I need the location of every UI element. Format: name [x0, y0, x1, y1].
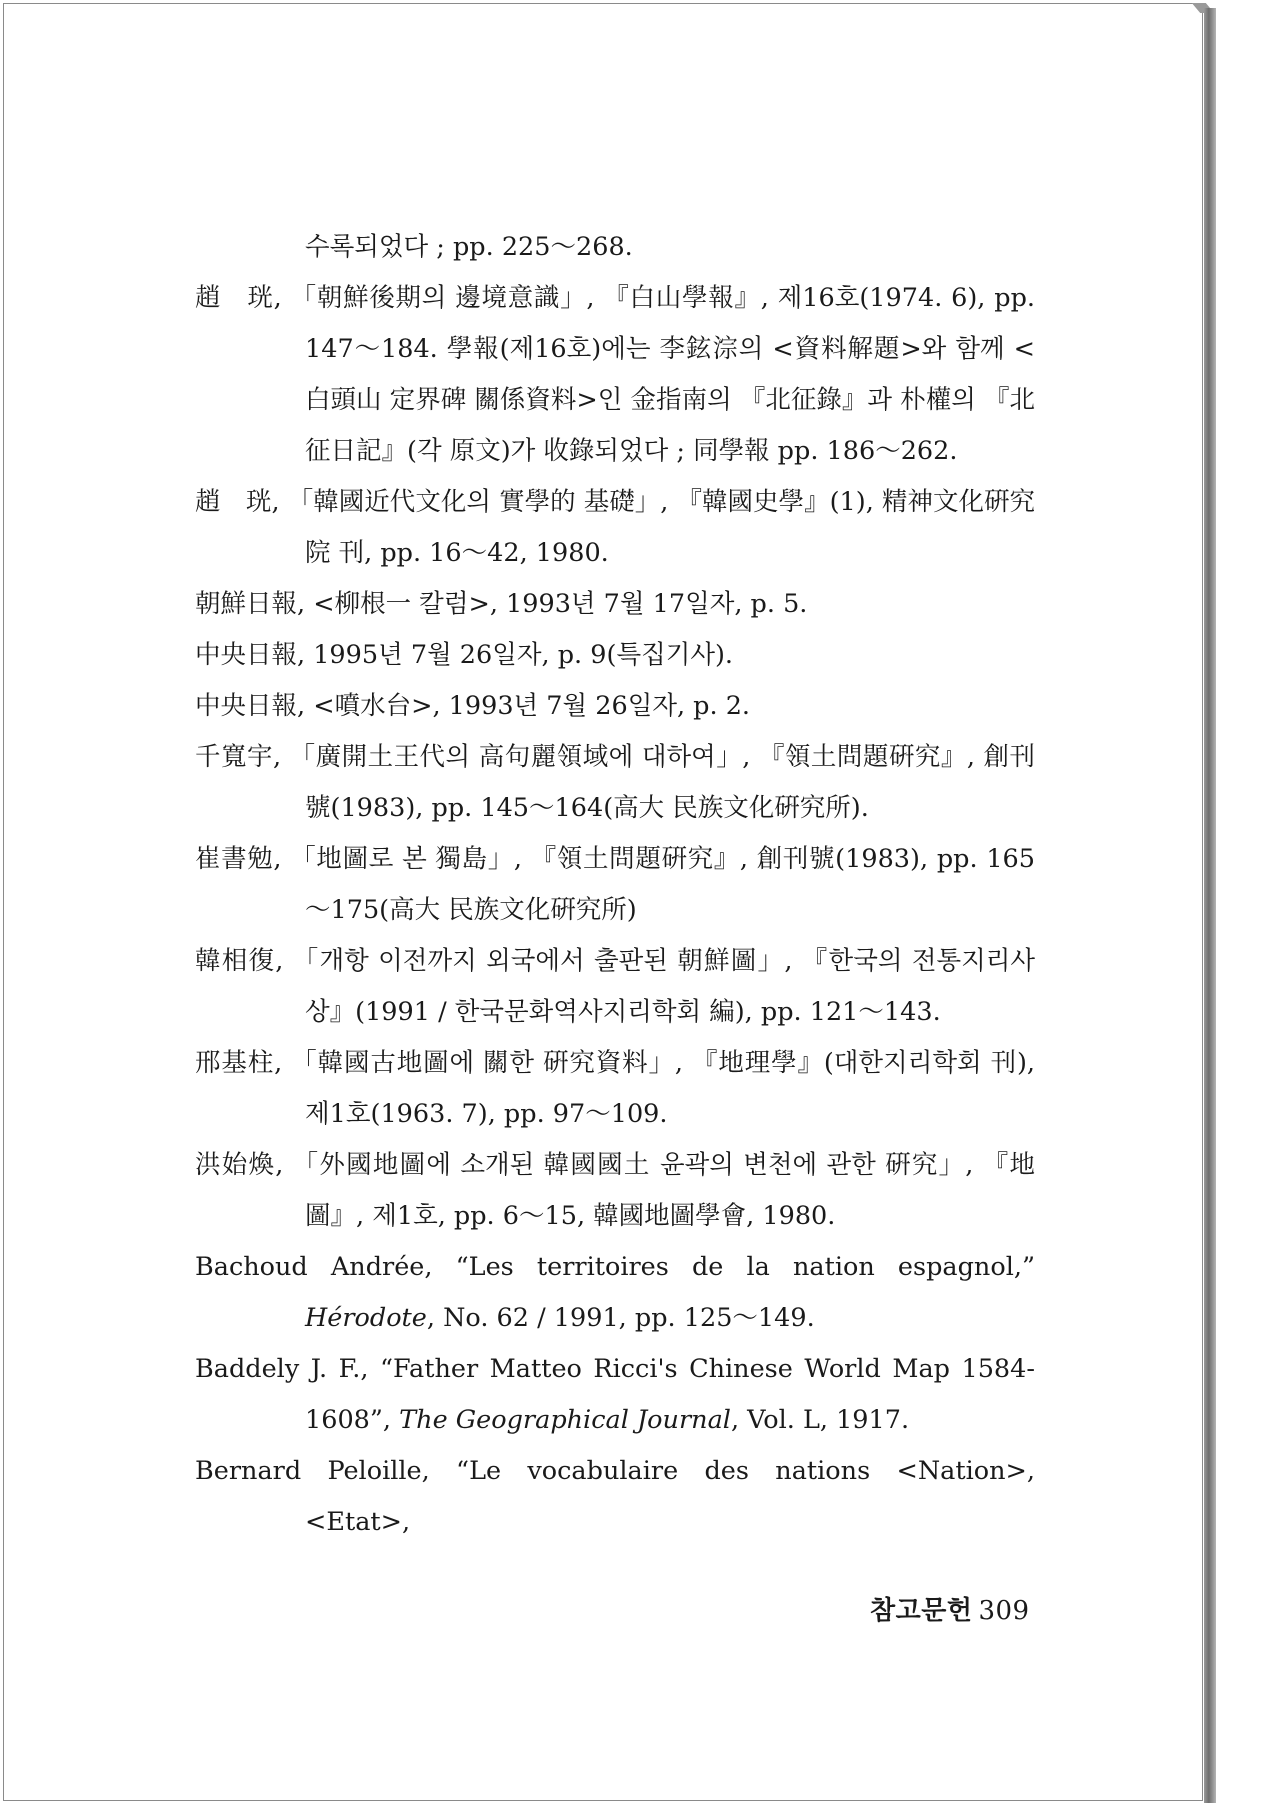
page-number: 309	[978, 1596, 1030, 1626]
bibliography-entry	[195, 1344, 1035, 1446]
footer-label: 참고문헌	[870, 1596, 973, 1626]
entry-text: Bachoud Andrée, “Les territoires de la nation espagnol,”	[195, 1252, 1035, 1282]
bibliography-entry: 中央日報, 1995년 7월 26일자, p. 9(특집기사).	[195, 640, 734, 670]
page-edge	[1204, 8, 1216, 1803]
bibliography-entry: 洪始煥, 「外國地圖에 소개된 韓國國土 윤곽의 변천에 관한 硏究」, 『地圖』, 제1호, pp. 6～15, 韓國地圖學會, 1980.	[195, 1150, 1035, 1231]
bibliography-entry: Bernard Peloille, “Le vocabulaire des nations <Nation>, <Etat>,	[195, 1456, 1035, 1537]
bibliography-entry: 千寬宇, 「廣開土王代의 高句麗領域에 대하여」, 『領土問題硏究』, 創刊號(1983), pp. 145～164(高大 民族文化硏究所).	[195, 742, 1035, 823]
bibliography-entry: 朝鮮日報, <柳根一 칼럼>, 1993년 7월 17일자, p. 5.	[195, 589, 808, 619]
journal-title: Hérodote	[305, 1303, 427, 1333]
entry-text: , No. 62 / 1991, pp. 125～149.	[426, 1303, 815, 1333]
entry-text: , Vol. L, 1917.	[730, 1405, 910, 1435]
bibliography-entry: 中央日報, <噴水台>, 1993년 7월 26일자, p. 2.	[195, 691, 751, 721]
bibliography-entry: 수록되었다 ; pp. 225～268.	[305, 232, 633, 262]
entry-text: Baddely J. F., “Father Matteo Ricci's Chinese World Map 1584-1608”,	[195, 1354, 1035, 1435]
journal-title: The Geographical Journal	[399, 1405, 731, 1435]
page-footer	[870, 1590, 1030, 1627]
bibliography	[195, 222, 1035, 1548]
bibliography-entry: 崔書勉, 「地圖로 본 獨島」, 『領土問題硏究』, 創刊號(1983), pp. 165～175(高大 民族文化硏究所)	[195, 844, 1035, 925]
bibliography-entry: 趙 珖, 「朝鮮後期의 邊境意識」, 『白山學報』, 제16호(1974. 6), pp. 147～184. 學報(제16호)에는 李鉉淙의 <資料解題>와 함께 <白頭山 定界碑 關係資料>인 金指南의 『北征錄』과 朴權의 『北征日記』(각 原文)가 收錄되었다 ; 同學報 pp. 186～262.	[195, 283, 1035, 466]
bibliography-entry: 邢基柱, 「韓國古地圖에 關한 硏究資料」, 『地理學』(대한지리학회 刊), 제1호(1963. 7), pp. 97～109.	[195, 1048, 1035, 1129]
bibliography-entry	[195, 1242, 1035, 1344]
bibliography-entry: 韓相復, 「개항 이전까지 외국에서 출판된 朝鮮圖」, 『한국의 전통지리사상』(1991 / 한국문화역사지리학회 編), pp. 121～143.	[195, 946, 1035, 1027]
bibliography-entry: 趙 珖, 「韓國近代文化의 實學的 基礎」, 『韓國史學』(1), 精神文化硏究院 刊, pp. 16～42, 1980.	[195, 487, 1035, 568]
